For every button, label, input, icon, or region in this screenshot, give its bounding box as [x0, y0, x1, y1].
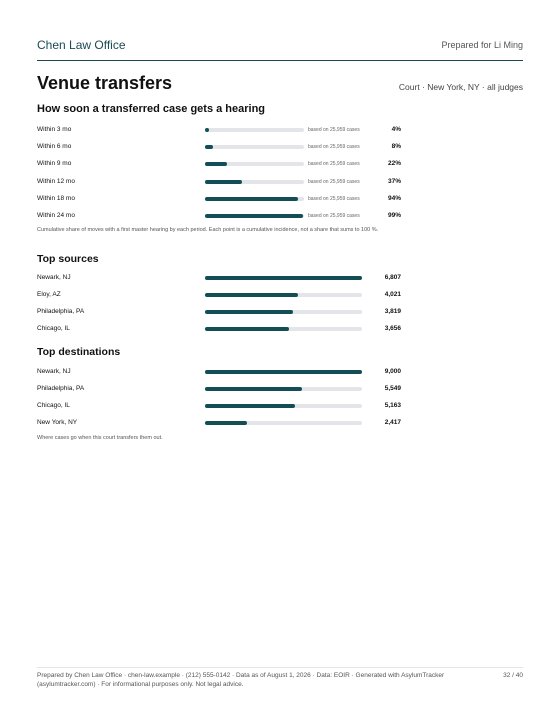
sample-size-note: based on 25,959 cases [308, 195, 360, 202]
row-label: Within 24 mo [37, 212, 75, 219]
percentage-value: 4% [391, 126, 401, 133]
bar-track [205, 276, 362, 280]
progress-fill [205, 128, 209, 132]
count-value: 4,021 [384, 291, 401, 298]
progress-fill [205, 180, 242, 184]
count-row [37, 289, 407, 301]
bar-fill [205, 293, 298, 297]
hearing-section-title: How soon a transferred case gets a hearing [37, 103, 266, 115]
row-label: Philadelphia, PA [37, 308, 85, 315]
sample-size-note: based on 25,959 cases [308, 178, 360, 185]
count-value: 3,819 [384, 308, 401, 315]
percentage-value: 22% [387, 160, 401, 167]
count-value: 5,163 [384, 402, 401, 409]
percentage-value: 94% [387, 195, 401, 202]
hearing-row [37, 193, 407, 205]
progress-track [205, 128, 304, 132]
row-label: Philadelphia, PA [37, 385, 85, 392]
footer-text: Prepared by Chen Law Office · chen-law.example · (212) 555-0142 · Data as of August 1, 2026 · Data: EOIR · Generated with AsylumTracker (asylumtracker.com) · For informational purposes only. Not legal advice. [37, 672, 445, 688]
row-label: Chicago, IL [37, 325, 70, 332]
progress-track [205, 180, 304, 184]
row-label: New York, NY [37, 419, 78, 426]
bar-track [205, 310, 362, 314]
court-filter: Court · New York, NY · all judges [398, 82, 523, 92]
destinations-section-title: Top destinations [37, 346, 121, 358]
progress-fill [205, 214, 303, 218]
count-row [37, 366, 407, 378]
count-row [37, 400, 407, 412]
progress-track [205, 214, 304, 218]
bar-fill [205, 404, 295, 408]
sample-size-note: based on 25,959 cases [308, 212, 360, 219]
bar-fill [205, 421, 247, 425]
count-row [37, 383, 407, 395]
row-label: Eloy, AZ [37, 291, 61, 298]
row-label: Newark, NJ [37, 274, 71, 281]
hearing-row [37, 141, 407, 153]
progress-fill [205, 162, 227, 166]
row-label: Within 12 mo [37, 178, 75, 185]
bar-track [205, 370, 362, 374]
progress-track [205, 162, 304, 166]
progress-fill [205, 145, 213, 149]
sample-size-note: based on 25,959 cases [308, 143, 360, 150]
hearing-row [37, 176, 407, 188]
bar-fill [205, 310, 293, 314]
count-value: 3,656 [384, 325, 401, 332]
hearing-row [37, 210, 407, 222]
count-row [37, 306, 407, 318]
bar-fill [205, 276, 362, 280]
hearing-row [37, 124, 407, 136]
count-value: 6,807 [384, 274, 401, 281]
row-label: Within 6 mo [37, 143, 72, 150]
prepared-for: Prepared for Li Ming [441, 40, 523, 50]
row-label: Newark, NJ [37, 368, 71, 375]
footer-divider [37, 667, 523, 668]
row-label: Within 9 mo [37, 160, 72, 167]
percentage-value: 8% [391, 143, 401, 150]
count-row [37, 417, 407, 429]
progress-fill [205, 197, 298, 201]
count-value: 9,000 [384, 368, 401, 375]
row-label: Chicago, IL [37, 402, 70, 409]
count-row [37, 323, 407, 335]
count-value: 5,549 [384, 385, 401, 392]
bar-track [205, 327, 362, 331]
percentage-value: 99% [387, 212, 401, 219]
hearing-note: Cumulative share of moves with a first master hearing by each period. Each point is a cumulative incidence, not a share that sums to 100 %. [37, 227, 379, 233]
count-row [37, 272, 407, 284]
bar-track [205, 421, 362, 425]
row-label: Within 3 mo [37, 126, 72, 133]
percentage-value: 37% [387, 178, 401, 185]
sample-size-note: based on 25,959 cases [308, 160, 360, 167]
sources-section-title: Top sources [37, 253, 99, 265]
firm-name: Chen Law Office [37, 38, 126, 52]
bar-track [205, 293, 362, 297]
bar-fill [205, 327, 289, 331]
bar-fill [205, 387, 302, 391]
destinations-note: Where cases go when this court transfers them out. [37, 435, 163, 441]
sample-size-note: based on 25,959 cases [308, 126, 360, 133]
row-label: Within 18 mo [37, 195, 75, 202]
page-number: 32 / 40 [503, 672, 523, 679]
count-value: 2,417 [384, 419, 401, 426]
page-header [37, 38, 523, 61]
progress-track [205, 197, 304, 201]
bar-fill [205, 370, 362, 374]
page-title: Venue transfers [37, 73, 173, 93]
bar-track [205, 404, 362, 408]
bar-track [205, 387, 362, 391]
progress-track [205, 145, 304, 149]
hearing-row [37, 158, 407, 170]
